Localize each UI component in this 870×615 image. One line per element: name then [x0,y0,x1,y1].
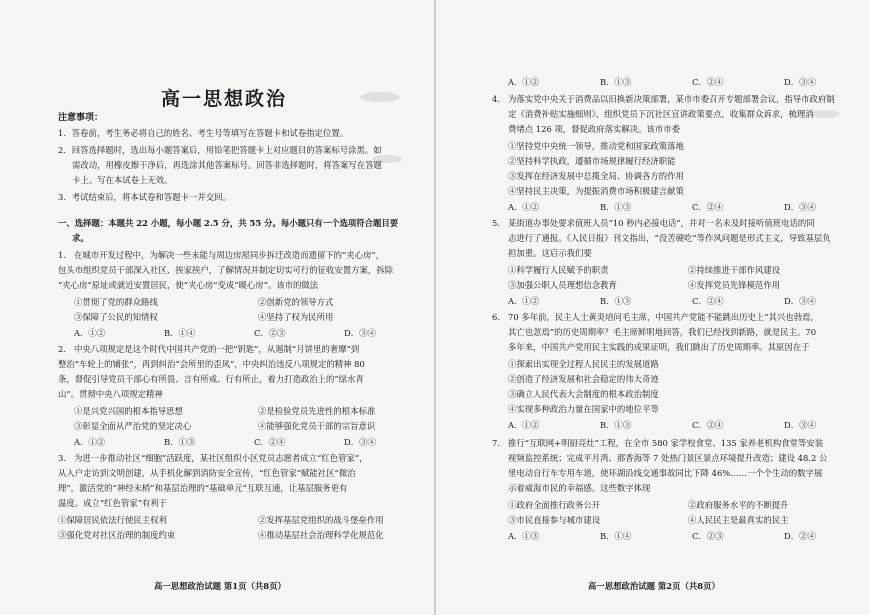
answer-choice: C．②④ [692,202,724,212]
answer-choice: B．①③ [164,437,196,447]
answer-choice: D．③④ [784,296,816,306]
question-text: 担加重。这启示我们要 [508,248,592,258]
question-6 [492,310,862,430]
option: ④坚持了权为民所用 [258,312,334,322]
notice-line: 需改动，用橡皮擦干净后，再选涂其他答案标号。回答非选择题时，将答案写在答题 [72,160,382,170]
page-2 [448,0,868,615]
option: ①是兴党兴国的根本指导思想 [74,406,183,416]
question-text: 推行“互联网+明厨亮灶”工程，在全市 580 家学校食堂、135 家养老机构食堂等安装 [508,438,824,448]
question-number: 1. [58,250,66,260]
question-number: 5. [492,218,500,228]
option: ③彰显全面从严治党的坚定决心 [74,421,192,431]
question-text: 某街道办事处要求值班人员“10 秒内必接电话”，并对一名未及时接听值班电话的同 [508,218,815,228]
notice-line: 1．答卷前，考生务必将自己的姓名、考生号等填写在答题卡和试卷指定位置。 [58,128,349,138]
question-text: 费堵点 126 项，督促政府落实解决。该市市委 [508,124,681,134]
option: ①坚持党中央统一领导，推动党和国家政策落地 [508,141,684,151]
notice-line: 2．回答选择题时，选出每小题答案后，用铅笔把答题卡上对应题目的答案标号涂黑。如 [58,145,382,155]
option: ④实现多种政治力量在国家中的地位平等 [508,404,659,414]
answer-choice: A．①② [74,328,106,338]
answer-choice: A．①② [508,77,540,87]
question-text: 示着威海市民的幸福感。这些数字体现 [508,483,651,493]
answer-choice: B．①③ [600,296,632,306]
option: ②是检验党员先进性的根本标准 [258,406,376,416]
answer-choice: C．②④ [692,420,724,430]
answer-choice: C．②④ [692,77,724,87]
question-2 [58,342,420,452]
option: ②创造了经济发展和社会稳定的伟大奇迹 [508,374,659,384]
option: ③确立人民代表大会制度的根本政治制度 [508,389,659,399]
option: ①科学履行人民赋予的职责 [508,265,609,275]
option: ②创新党的领导方式 [258,297,334,307]
option: ②坚持科学执政，遵循市场规律履行经济职能 [508,156,676,166]
question-text: 视频监控系统；完成平月湾、那香海等 7 处热门景区景点环境提升改造；建设 48.2 公 [508,453,828,463]
question-text: “夹心房”原址或就近安置居民，使“夹心房”变成“暖心房”。该市的做法 [58,280,319,290]
option: ④人民民主是最真实的民主 [688,515,789,525]
option: ②持续推进干部作风建设 [688,265,781,275]
question-text: 志进行了通报。《人民日报》刊文指出，“没苦硬吃”等作风问题是形式主义，导致基层负 [508,233,831,243]
answer-choice: C．②④ [254,437,286,447]
answer-choice: B．①④ [164,328,196,338]
question-text: 包头市组织党员干部深入社区、挨家挨户，了解情况并制定切实可行的征收安置方案，拆除 [58,265,393,275]
question-number: 4. [492,94,500,104]
option: ③加强公职人员理想信念教育 [508,280,617,290]
notice-line: 卡上。写在本试卷上无效。 [72,175,173,185]
question-text: 中央八项规定是这个时代中国共产党的一把“钥匙”，从遏制“月饼里的奢靡”到 [74,344,360,354]
page-1 [14,0,434,615]
page-footer: 高一思想政治试题 第2页（共8页） [588,581,720,591]
question-5 [492,216,862,316]
question-text: 定《消费补贴实施细则》，组织党员下沉社区宣讲政策要点，收集群众诉求，梳理消 [508,109,814,119]
answer-choice: B．①③ [600,420,632,430]
question-number: 2. [58,344,66,354]
answer-choice: A．①③ [508,531,540,541]
question-text: 从入户走访到文明创建，从手机化解到消防安全宣传，“红色管家”赋能社区“微治 [58,468,356,478]
option: ②发挥基层党组织的战斗堡垒作用 [258,515,384,525]
notice-line: 3．考试结束后，将本试卷和答题卡一并交回。 [58,192,231,202]
option: ①贯彻了党的群众路线 [74,297,158,307]
answer-choice: A．①② [508,202,540,212]
question-text: 在城市开发过程中，为解决一些未能与周边房屋同步拆迁改造而遗留下的“夹心房”， [74,250,385,260]
page-gutter [434,0,436,615]
answer-choice: D．②④ [784,531,816,541]
question-text: 为落实党中央关于消费品以旧换新决策部署，某市市委召开专题部署会议，指导市政府制 [508,94,835,104]
answer-choice: A．①② [508,420,540,430]
question-text: 温度。成立“红色管家”有利于 [58,498,168,508]
option: ③市民直接参与城市建设 [508,515,601,525]
question-text: 整治“车轮上的铺张”，再到纠治“会所里的歪风”，中央纠治违反八项规定的精神 80 [58,359,365,369]
answer-choice: C．②③ [692,531,724,541]
option: ①探索出实现全过程人民民主的发展道路 [508,359,659,369]
answer-choice: D．③④ [344,437,376,447]
answer-choice: D．③④ [344,328,376,338]
option: ④坚持民主决策，为提振消费市场积极建言献策 [508,186,684,196]
answer-choice: D．③④ [784,420,816,430]
question-text: 条，督促引导党员干部心有所畏、言有所戒、行有所止，着力打造政治上的“绿水青 [58,374,364,384]
notice-heading: 注意事项： [58,113,104,123]
question-number: 3. [58,453,66,463]
option: ④发挥党员先锋模范作用 [688,280,781,290]
section-heading: 求。 [72,233,89,243]
question-number: 6. [492,312,500,322]
answer-choice: A．①② [508,296,540,306]
question-text: 山”。贯彻中央八项规定精神 [58,389,163,399]
option: ③强化党对社区治理的制度约束 [58,530,176,540]
option: ②政府服务水平的不断提升 [688,500,789,510]
question-7 [492,436,862,556]
option: ④能够强化党员干部的宗旨意识 [258,421,376,431]
answer-choice: A．①② [74,437,106,447]
answer-choice: C．②④ [692,296,724,306]
question-4 [492,92,862,212]
page-footer: 高一思想政治试题 第1页（共8页） [154,581,286,591]
option: ①政府全面推行政务公开 [508,500,601,510]
question-text: 70 多年前，民主人士黄炎培问毛主席，中国共产党能不能跳出历史上“其兴也勃焉， [508,312,819,322]
question-text: 为进一步推动社区“细胞”活跃度，某社区组织小区党员志愿者成立“红色管家”， [74,453,368,463]
question-3 [58,451,420,551]
answer-choice: B．①③ [600,77,632,87]
question-1 [58,248,420,348]
answer-choice: B．①④ [600,531,632,541]
section-heading: 一、选择题：本题共 22 小题，每小题 2.5 分，共 55 分。每小题只有一个选项符合题目要 [58,218,399,228]
answer-choice: B．①③ [600,202,632,212]
answer-choice: C．②③ [254,328,286,338]
question-text: 里电动自行车专用车道，使环湖沿线交通事故同比下降 46%……一个个生动的数字展 [508,468,823,478]
exam-title: 高一思想政治 [160,88,287,110]
answer-choice: D．③④ [784,77,816,87]
option: ③保障了公民的知情权 [74,312,158,322]
answer-choice: D．③④ [784,202,816,212]
option: ④推动基层社会治理科学化规范化 [258,530,384,540]
option: ③发挥在经济发展中总揽全局、协调各方的作用 [508,171,684,181]
option: ①保障居民依法行使民主权利 [58,515,167,525]
question-text: 其亡也忽焉”的历史周期率？毛主席鲜明地回答，我们已经找到新路，就是民主。70 [508,327,817,337]
question-number: 7. [492,438,500,448]
question-text: 多年来，中国共产党用民主实践的成果证明，我们跳出了历史周期率。其原因在于 [508,342,810,352]
question-text: 理”，激活党的“神经末梢”和基层治理的“基础单元”互联互通，让基层服务更有 [58,483,348,493]
